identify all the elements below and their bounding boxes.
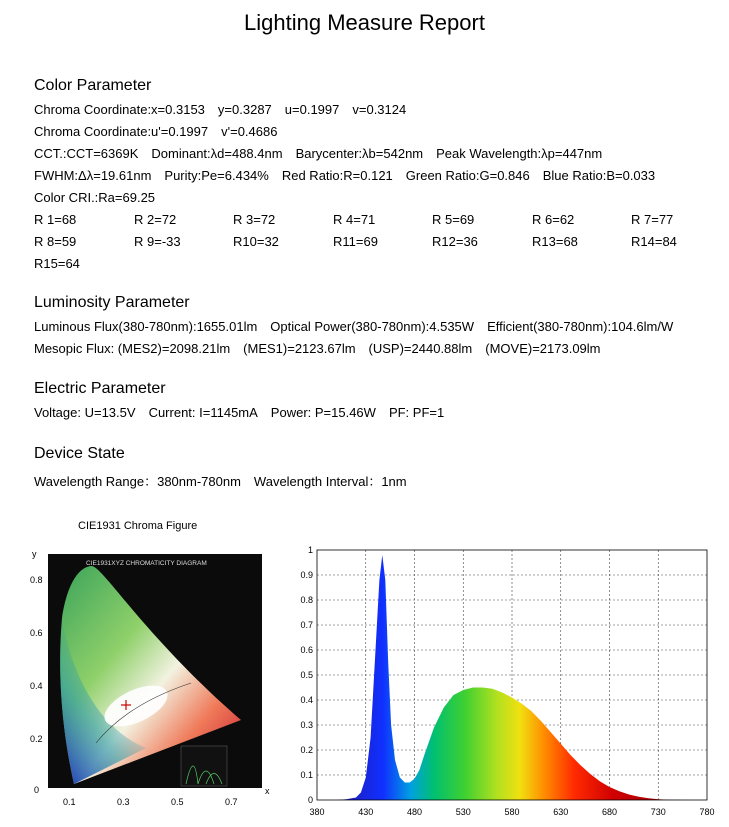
cri-r9: R 9=-33 [134,234,181,249]
fwhm-value: FWHM:Δλ=19.61nm [34,168,152,183]
cri-row-2 [34,234,724,250]
electric-parameter-heading: Electric Parameter [34,380,166,397]
cie-y-tick: 0.2 [30,734,43,744]
purity-value: Purity:Pe=6.434% [164,168,269,183]
cri-r6: R 6=62 [532,212,575,227]
chroma-v: v=0.3124 [352,102,407,117]
chroma-coordinate-uv-line [34,124,290,139]
chroma-coordinate-xy-line [34,102,419,117]
wavelength-interval: Wavelength Interval：1nm [253,474,407,489]
cie-x-tick: 0.3 [117,797,130,807]
cri-row-1 [34,212,724,228]
peak-wavelength: Peak Wavelength:λp=447nm [436,146,603,161]
spectrum-y-tick: 0.8 [300,595,313,605]
color-cri-line: Color CRI.:Ra=69.25 [34,190,156,205]
spectrum-y-tick: 0.6 [300,645,313,655]
spectrum-x-tick: 380 [309,807,325,817]
spectrum-y-tick: 0.7 [300,620,313,630]
cie-figure-title: CIE1931 Chroma Figure [78,520,198,532]
spectrum-y-tick: 0.2 [300,745,313,755]
barycenter-wavelength: Barycenter:λb=542nm [295,146,424,161]
chroma-v-prime: v'=0.4686 [221,124,278,139]
luminosity-parameter-heading: Luminosity Parameter [34,294,190,311]
cri-r13: R13=68 [532,234,578,249]
electric-line [34,405,457,420]
spectrum-x-tick: 480 [406,807,423,817]
spectrum-y-tick: 0 [307,795,313,805]
cie-x-tick: 0.5 [171,797,184,807]
spectrum-y-tick: 0.3 [300,720,313,730]
spectrum-y-tick: 0.1 [300,770,313,780]
color-parameter-heading: Color Parameter [34,77,152,94]
dominant-wavelength: Dominant:λd=488.4nm [151,146,283,161]
spectrum-x-tick: 780 [699,807,715,817]
cct-value: CCT.:CCT=6369K [34,146,139,161]
cie-diagram-label: CIE1931XYZ CHROMATICITY DIAGRAM [86,560,207,567]
cri-r11: R11=69 [333,234,378,249]
cri-r15: R15=64 [34,256,80,271]
cri-r12: R12=36 [432,234,478,249]
fwhm-line [34,168,668,183]
cie-y-tick: 0 [34,785,40,795]
chroma-u-prime: Chroma Coordinate:u'=0.1997 [34,124,209,139]
power-factor: PF: PF=1 [388,405,445,420]
device-state-heading: Device State [34,445,125,462]
cie-x-tick: 0.7 [225,797,238,807]
optical-power: Optical Power(380-780nm):4.535W [270,319,475,334]
cie-y-tick: 0.6 [30,628,43,638]
cct-line [34,146,615,161]
luminous-flux-line [34,319,686,334]
chroma-x: Chroma Coordinate:x=0.3153 [34,102,205,117]
cie-y-tick: 0.4 [30,681,43,691]
spectrum-y-tick: 1 [307,545,313,555]
spectrum-x-tick: 680 [601,807,618,817]
luminous-flux: Luminous Flux(380-780nm):1655.01lm [34,319,258,334]
chroma-y: y=0.3287 [217,102,272,117]
spectrum-x-tick: 580 [504,807,520,817]
spectrum-chart [300,542,720,822]
wavelength-range: Wavelength Range：380nm-780nm [34,474,241,489]
spectrum-x-tick: 630 [553,807,569,817]
report-title: Lighting Measure Report [244,10,485,35]
cri-r2: R 2=72 [134,212,177,227]
cri-row-3 [34,256,80,271]
cie-x-axis-label: x [265,786,270,796]
voltage: Voltage: U=13.5V [34,405,136,420]
cri-r4: R 4=71 [333,212,376,227]
spectrum-y-tick: 0.4 [300,695,313,705]
cie-x-tick: 0.1 [63,797,76,807]
cie-y-axis-label: y [32,549,37,559]
cri-r7: R 7=77 [631,212,674,227]
cri-r10: R10=32 [233,234,279,249]
chroma-u: u=0.1997 [284,102,340,117]
mesopic-usp: (USP)=2440.88lm [368,341,473,356]
mesopic-move: (MOVE)=2173.09lm [485,341,601,356]
device-state-line [34,471,420,490]
cri-r14: R14=84 [631,234,677,249]
cie-y-tick: 0.8 [30,575,43,585]
mesopic-flux-line [34,341,614,356]
spectrum-x-tick: 530 [455,807,471,817]
cie-chromaticity-diagram [26,548,272,808]
power: Power: P=15.46W [270,405,376,420]
cri-r1: R 1=68 [34,212,77,227]
cri-r5: R 5=69 [432,212,475,227]
red-ratio: Red Ratio:R=0.121 [281,168,393,183]
spectrum-x-tick: 430 [358,807,374,817]
spectrum-y-tick: 0.5 [300,670,313,680]
cri-r8: R 8=59 [34,234,77,249]
mesopic-mes2: Mesopic Flux: (MES2)=2098.21lm [34,341,231,356]
current: Current: I=1145mA [148,405,258,420]
mesopic-mes1: (MES1)=2123.67lm [243,341,356,356]
spectrum-x-tick: 730 [650,807,666,817]
cri-r3: R 3=72 [233,212,276,227]
blue-ratio: Blue Ratio:B=0.033 [542,168,656,183]
efficiency: Efficient(380-780nm):104.6lm/W [487,319,674,334]
spectrum-y-tick: 0.9 [300,570,313,580]
green-ratio: Green Ratio:G=0.846 [405,168,530,183]
